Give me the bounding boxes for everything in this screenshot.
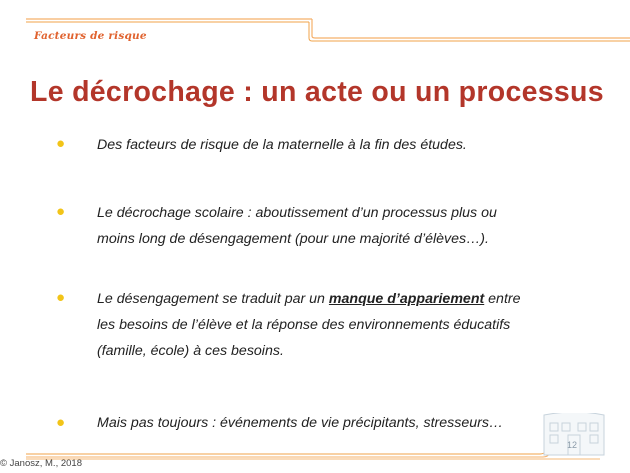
bullet-3-emphasis: manque d’appariement: [328, 291, 485, 307]
bullet-dot: ●: [56, 203, 66, 220]
bullet-2-line-1: Le décrochage scolaire : aboutissement d’un processus plus ou: [97, 205, 497, 221]
bullet-2-line-2: moins long de désengagement (pour une majorité d’élèves…).: [97, 231, 489, 247]
copyright-credit: © Janosz, M., 2018: [0, 458, 82, 469]
header-decoration: [0, 0, 630, 50]
bullet-3-line-3: (famille, école) à ces besoins.: [97, 343, 284, 359]
slide-title: Le décrochage : un acte ou un processus: [30, 76, 604, 108]
page-number: 12: [566, 440, 577, 450]
bullet-text-2: [97, 200, 597, 252]
bullet-dot: ●: [56, 135, 66, 152]
bullet-dot: ●: [56, 289, 66, 306]
bullet-text-3: [97, 286, 597, 364]
bullet-text-1: Des facteurs de risque de la maternelle à la fin des études.: [97, 137, 467, 153]
bullet-3-line-1: [97, 286, 597, 312]
section-label: Facteurs de risque: [34, 30, 147, 42]
bullet-text-4: Mais pas toujours : événements de vie précipitants, stresseurs…: [97, 415, 504, 431]
bullet-3-post: entre: [484, 291, 521, 307]
footer-decoration: [0, 413, 630, 473]
bullet-3-pre: Le désengagement se traduit par un: [97, 291, 329, 307]
bullet-dot: ●: [56, 414, 66, 431]
bullet-3-line-2: les besoins de l’élève et la réponse des environnements éducatifs: [97, 317, 511, 333]
